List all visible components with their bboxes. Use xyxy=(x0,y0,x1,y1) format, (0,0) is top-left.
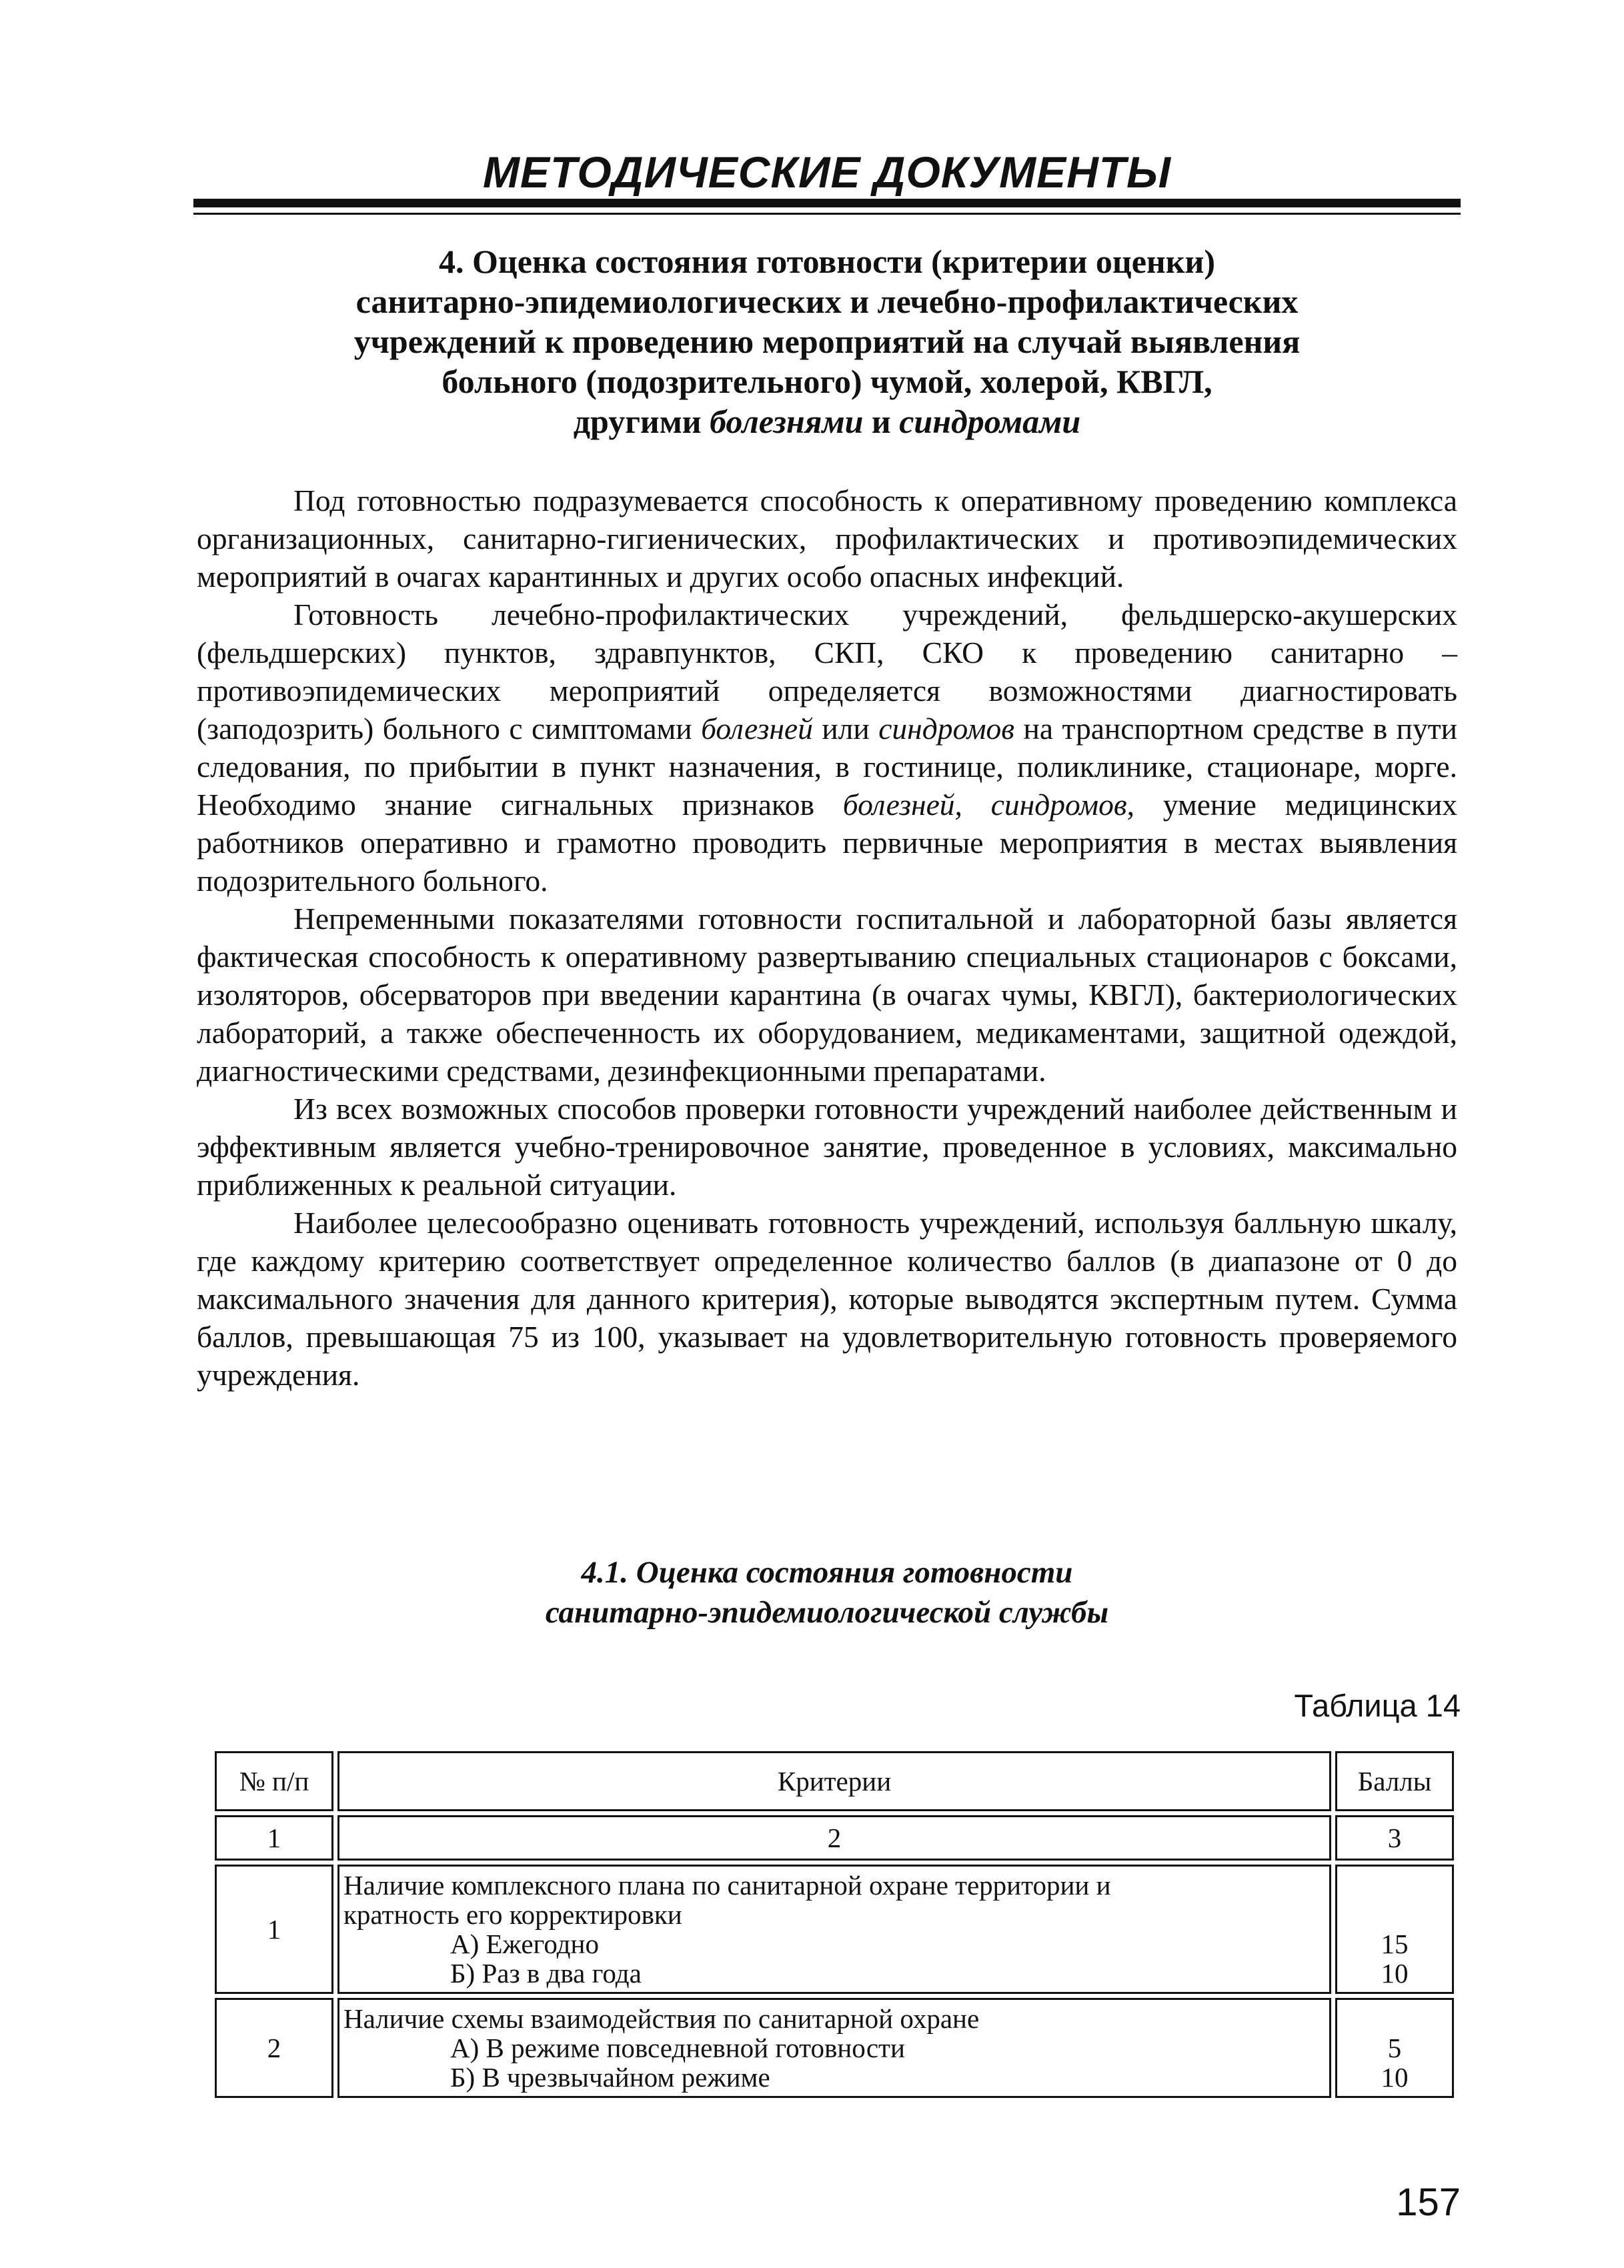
score-value: 5 xyxy=(1387,2033,1402,2063)
table-header-row xyxy=(215,1751,1454,1811)
score-value: 10 xyxy=(1381,2062,1409,2093)
section-heading-line: санитарно-эпидемиологических и лечебно-профилактических xyxy=(355,283,1299,320)
criterion-option: А) В режиме повседневной готовности xyxy=(450,2033,905,2063)
paragraph-text: или xyxy=(812,712,879,746)
section-heading-line: больного (подозрительного) чумой, холерой, КВГЛ, xyxy=(442,363,1212,400)
criteria-cell xyxy=(337,1865,1331,1994)
criterion-option: Б) В чрезвычайном режиме xyxy=(450,2062,770,2093)
paragraph-2 xyxy=(197,596,1457,900)
header-cell-score: Баллы xyxy=(1335,1751,1454,1811)
heading-italic-text: синдромами xyxy=(899,403,1081,440)
table-row xyxy=(215,1998,1454,2098)
table-label: Таблица 14 xyxy=(1294,1688,1461,1723)
section-heading-line xyxy=(280,401,1374,441)
paragraph-text: на транспортном средстве в пути следования, по прибытии в пункт назначения, в гостинице, поликлинике, стационаре, морге. Необходимо знание сигнальных признаков xyxy=(197,712,1457,822)
score-cell xyxy=(1335,1865,1454,1994)
section-heading-line: 4. Оценка состояния готовности (критерии оценки) xyxy=(439,243,1215,280)
header-cell-number: № п/п xyxy=(215,1751,333,1811)
subsection-heading xyxy=(347,1552,1307,1632)
paragraph-italic-text: синдромов xyxy=(878,712,1015,746)
paragraph-text: Готовность лечебно-профилактических учреждений, фельдшерско-акушерских (фельдшерских) пунктов, здравпунктов, СКП, СКО к проведению санитарно – противоэпидемических мероприятий определяется возможностями диагностировать (заподозрить) больного с симптомами xyxy=(197,598,1457,746)
criterion-title-line: кратность его корректировки xyxy=(343,1899,682,1930)
subsection-heading-line: санитарно-эпидемиологической службы xyxy=(545,1595,1109,1630)
criterion-title-line: Наличие схемы взаимодействия по санитарной охране xyxy=(343,2003,980,2034)
section-heading xyxy=(280,241,1374,441)
subsection-heading-line: 4.1. Оценка состояния готовности xyxy=(581,1555,1073,1590)
heading-text: другими xyxy=(573,403,710,440)
paragraph-italic-text: болезней, синдромов xyxy=(842,788,1127,822)
paragraph-text: , умение медицинских работников оперативно и грамотно проводить первичные мероприятия в местах выявления подозрительного больного. xyxy=(197,788,1458,898)
header-rule-thin xyxy=(193,213,1461,215)
table-row xyxy=(215,1865,1454,1994)
header-cell-criteria: Критерии xyxy=(337,1751,1331,1811)
header-rule-thick xyxy=(193,199,1461,207)
body-text xyxy=(197,481,1457,1394)
paragraph-1: Под готовностью подразумевается способность к оперативному проведению комплекса организационных, санитарно-гигиенических, профилактических и противоэпидемических мероприятий в очагах карантинных и других особо опасных инфекций. xyxy=(197,483,1457,594)
criterion-option: Б) Раз в два года xyxy=(450,1958,642,1989)
criteria-table-wrapper xyxy=(211,1747,1458,2102)
row-number-cell: 2 xyxy=(215,1998,333,2098)
criteria-table xyxy=(211,1747,1458,2102)
table-column-number-row xyxy=(215,1815,1454,1861)
column-number-cell: 1 xyxy=(215,1815,333,1861)
section-heading-line: учреждений к проведению мероприятий на случай выявления xyxy=(353,323,1301,360)
score-value: 15 xyxy=(1381,1929,1409,1959)
page-number: 157 xyxy=(1396,2181,1461,2224)
criterion-option: А) Ежегодно xyxy=(450,1929,599,1959)
score-value: 10 xyxy=(1381,1958,1409,1989)
criteria-cell xyxy=(337,1998,1331,2098)
paragraph-3: Непременными показателями готовности госпитальной и лабораторной базы является фактическая способность к оперативному развертыванию специальных стационаров с боксами, изоляторов, обсерваторов при введении карантина (в очагах чумы, КВГЛ), бактериологических лабораторий, а также обеспеченность их оборудованием, медикаментами, защитной одеждой, диагностическими средствами, дезинфекционными препаратами. xyxy=(197,902,1457,1088)
heading-italic-text: болезнями xyxy=(710,403,864,440)
criterion-title-line: Наличие комплексного плана по санитарной охране территории и xyxy=(343,1870,1111,1901)
column-number-cell: 3 xyxy=(1335,1815,1454,1861)
paragraph-italic-text: болезней xyxy=(701,712,813,746)
score-cell xyxy=(1335,1998,1454,2098)
column-number-cell: 2 xyxy=(337,1815,1331,1861)
running-header: МЕТОДИЧЕСКИЕ ДОКУМЕНТЫ xyxy=(482,147,1172,197)
heading-text: и xyxy=(863,403,900,440)
row-number-cell: 1 xyxy=(215,1865,333,1994)
paragraph-5: Наиболее целесообразно оценивать готовность учреждений, используя балльную шкалу, где каждому критерию соответствует определенное количество баллов (в диапазоне от 0 до максимального значения для данного критерия), которые выводятся экспертным путем. Сумма баллов, превышающая 75 из 100, указывает на удовлетворительную готовность проверяемого учреждения. xyxy=(197,1206,1457,1392)
paragraph-4: Из всех возможных способов проверки готовности учреждений наиболее действенным и эффективным является учебно-тренировочное занятие, проведенное в условиях, максимально приближенных к реальной ситуации. xyxy=(197,1092,1457,1202)
